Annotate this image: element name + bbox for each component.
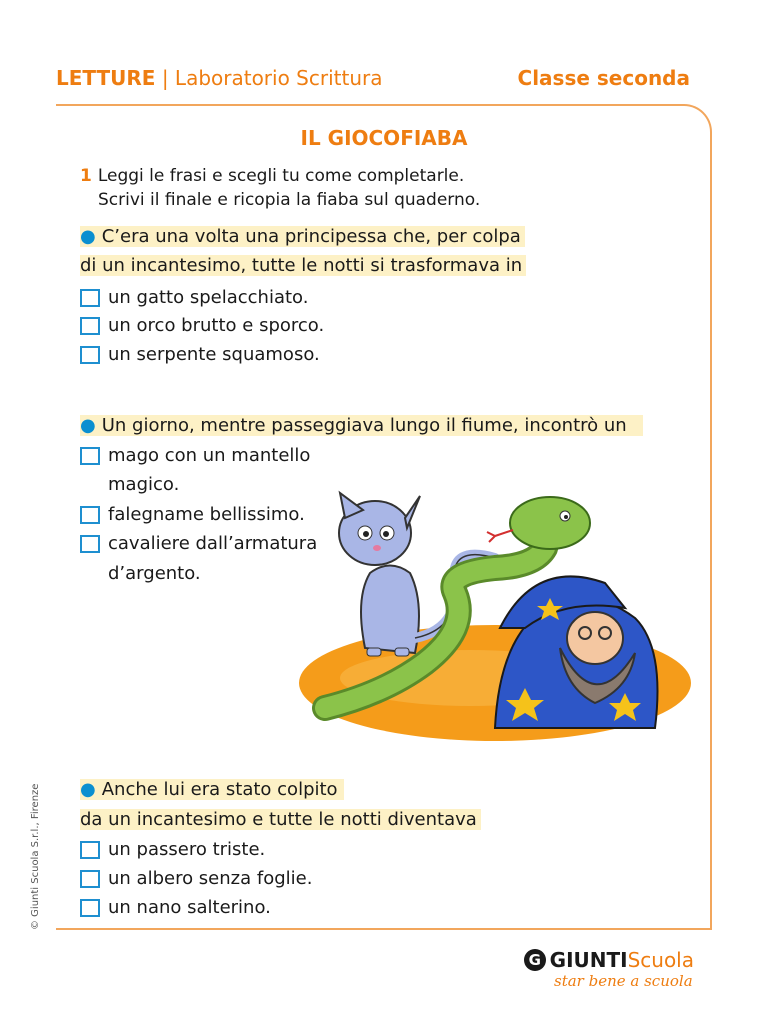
section1-text-2: di un incantesimo, tutte le notti si trasformava in — [80, 255, 526, 276]
section3-text-2: da un incantesimo e tutte le notti diventava — [80, 809, 481, 830]
option-cavaliere[interactable] — [80, 533, 317, 554]
header-separator: | — [161, 66, 169, 90]
section3-text-1: Anche lui era stato colpito — [101, 779, 338, 800]
logo-tagline: star bene a scuola — [554, 972, 693, 990]
copyright: © Giunti Scuola S.r.l., Firenze — [30, 783, 41, 930]
option-mago-cont: magico. — [108, 474, 180, 495]
page-header — [56, 66, 690, 96]
option-passero[interactable] — [80, 839, 265, 860]
option-gatto[interactable] — [80, 287, 308, 308]
option-label: un gatto spelacchiato. — [108, 287, 309, 308]
instruction-line-1: Leggi le frasi e scegli tu come completarle. — [97, 166, 465, 186]
checkbox[interactable] — [80, 289, 100, 307]
checkbox[interactable] — [80, 346, 100, 364]
section1-line-1 — [80, 226, 525, 247]
bullet-icon: ● — [80, 226, 96, 247]
instruction — [80, 164, 480, 212]
option-cavaliere-cont: d’argento. — [108, 563, 201, 584]
option-label: un passero triste. — [108, 839, 266, 860]
checkbox[interactable] — [80, 317, 100, 335]
section2-text-1: Un giorno, mentre passeggiava lungo il fiume, incontrò un — [101, 415, 627, 436]
section1-line-2 — [80, 255, 526, 276]
instruction-number: 1 — [80, 166, 92, 186]
option-albero[interactable] — [80, 868, 312, 889]
checkbox[interactable] — [80, 506, 100, 524]
checkbox[interactable] — [80, 870, 100, 888]
option-label: un albero senza foglie. — [108, 868, 313, 889]
logo-brand-2: Scuola — [627, 948, 694, 972]
option-label: cavaliere dall’armatura — [108, 533, 318, 554]
g-logo-icon: G — [524, 949, 546, 971]
giunti-scuola-logo — [524, 948, 694, 998]
section3-line-1 — [80, 779, 344, 800]
option-label: falegname bellissimo. — [108, 504, 305, 525]
option-nano[interactable] — [80, 897, 271, 918]
header-grade: Classe seconda — [517, 66, 690, 90]
illustration-cat-snake-wizard — [295, 488, 695, 748]
header-subsection: Laboratorio Scrittura — [174, 66, 383, 90]
option-serpente[interactable] — [80, 344, 320, 365]
option-orco[interactable] — [80, 315, 324, 336]
wizard-icon — [495, 576, 658, 728]
header-section: LETTURE — [56, 66, 156, 90]
section1-text-1: C’era una volta una principessa che, per colpa — [101, 226, 521, 247]
bullet-icon: ● — [80, 415, 96, 436]
checkbox[interactable] — [80, 447, 100, 465]
option-falegname[interactable] — [80, 504, 305, 525]
header-left — [56, 66, 383, 90]
page-title: IL GIOCOFIABA — [300, 126, 468, 150]
option-label: un orco brutto e sporco. — [108, 315, 325, 336]
checkbox[interactable] — [80, 535, 100, 553]
option-label: un serpente squamoso. — [108, 344, 320, 365]
instruction-line-2: Scrivi il finale e ricopia la fiaba sul quaderno. — [98, 190, 481, 210]
option-mago[interactable] — [80, 445, 310, 466]
option-label: un nano salterino. — [108, 897, 271, 918]
bullet-icon: ● — [80, 779, 96, 800]
option-label: mago con un mantello — [108, 445, 311, 466]
section2-line-1 — [80, 415, 643, 436]
checkbox[interactable] — [80, 841, 100, 859]
logo-brand: GIUNTI — [549, 948, 628, 972]
checkbox[interactable] — [80, 899, 100, 917]
section3-line-2 — [80, 809, 481, 830]
